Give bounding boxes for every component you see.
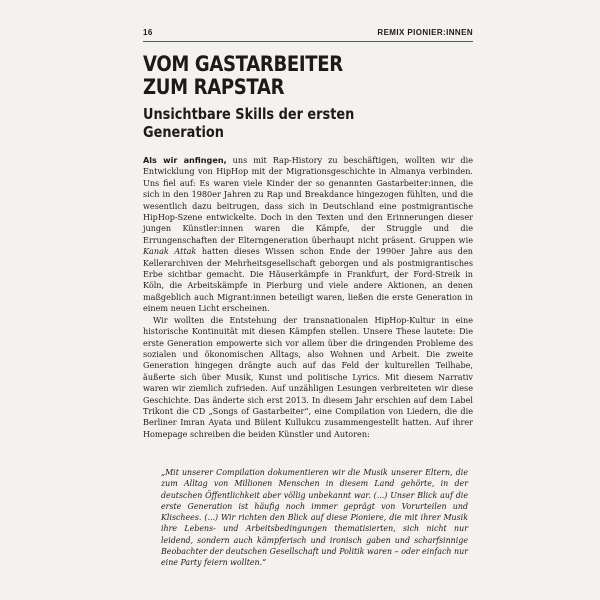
group-name: Kanak Attak	[143, 246, 197, 257]
chapter-subtitle: Unsichtbare Skills der ersten Generation	[143, 105, 355, 141]
chapter-title: VOM GASTARBEITER ZUM RAPSTAR	[143, 52, 343, 99]
body-text	[143, 155, 473, 440]
paragraph-1-end: hatten dieses Wissen schon Ende der 1990er Jahre aus den Kellerarchiven der Mehrheitsgesellschaft geborgen und als postmigrantisches Erbe sichtbar gemacht. Die Häuserkämpfe in Frankfurt, der Ford-Streik in Köln, die Arbeitskämpfe in Pierburg und viele andere Aktionen, an denen maßgeblich auch Migrant:innen beteiligt waren, ließen die erste Generation in einem neuen Licht erscheinen.	[143, 246, 473, 314]
running-title: REMIX PIONIER:INNEN	[377, 28, 473, 37]
paragraph-2: Wir wollten die Entstehung der transnationalen HipHop-Kultur in eine historische Kontinuität mit diesen Kämpfen stellen. Unsere These lautete: Die erste Generation empowerte sich vor allem über die dringenden Probleme des sozialen und ökonomischen Alltags, also Wohnen und Arbeit. Die zweite Generation hingegen drängte auch auf das Feld der kulturellen Teilhabe, äußerte sich über Musik, Kunst und politische Lyrics. Mit diesem Narrativ waren wir ziemlich zufrieden. Auf unzähligen Lesungen verbreiteten wir diese Geschichte. Das änderte sich erst 2013. In diesem Jahr erschien auf dem Label Trikont die CD „Songs of Gastarbeiter“, eine Compilation von Liedern, die die Berliner Imran Ayata und Bülent Kullukcu zusammengestellt hatten. Auf ihrer Homepage schreiben die beiden Künstler und Autoren:	[143, 314, 473, 439]
block-quote: „Mit unserer Compilation dokumentieren wir die Musik unserer Eltern, die zum Alltag von Millionen Menschen in diesem Land gehörte, in der deutschen Öffentlichkeit aber völlig unbekannt war. (...) Unser Blick auf die erste Generation ist häufig noch immer geprägt von Vorurteilen und Klischees. (...) Wir richten den Blick auf diese Pioniere, die mit ihrer Musik ihre Lebens- und Arbeitsbedingungen thematisierten, sich nicht nur leidend, sondern auch kämpferisch und ironisch gaben und scharfsinnige Beobachter der deutschen Gesellschaft und Politik waren – oder einfach nur eine Party feiern wollten.“	[161, 468, 468, 568]
lead-in: Als wir anfingen,	[143, 155, 227, 165]
page-number: 16	[143, 28, 153, 37]
page-header	[143, 28, 473, 37]
header-rule	[143, 41, 473, 42]
paragraph-1-text: uns mit Rap-History zu beschäftigen, wollten wir die Entwicklung von HipHop mit der Migrationsgeschichte in Almanya verbinden. Uns fiel auf: Es waren viele Kinder der so genannten Gastarbeiter:innen, die sich in den 1980er Jahren zu Rap und Breakdance hingezogen fühlten, und die wesentlich dazu beitrugen, dass sich in Deutschland eine postmigrantische HipHop-Szene entwickelte. Doch in den Texten und den Erinnerungen dieser jungen Künstler:innen waren die Kämpfe, der Struggle und die Errungenschaften der Elterngeneration überhaupt nicht präsent. Gruppen wie	[143, 155, 473, 245]
paragraph-1	[143, 155, 473, 315]
